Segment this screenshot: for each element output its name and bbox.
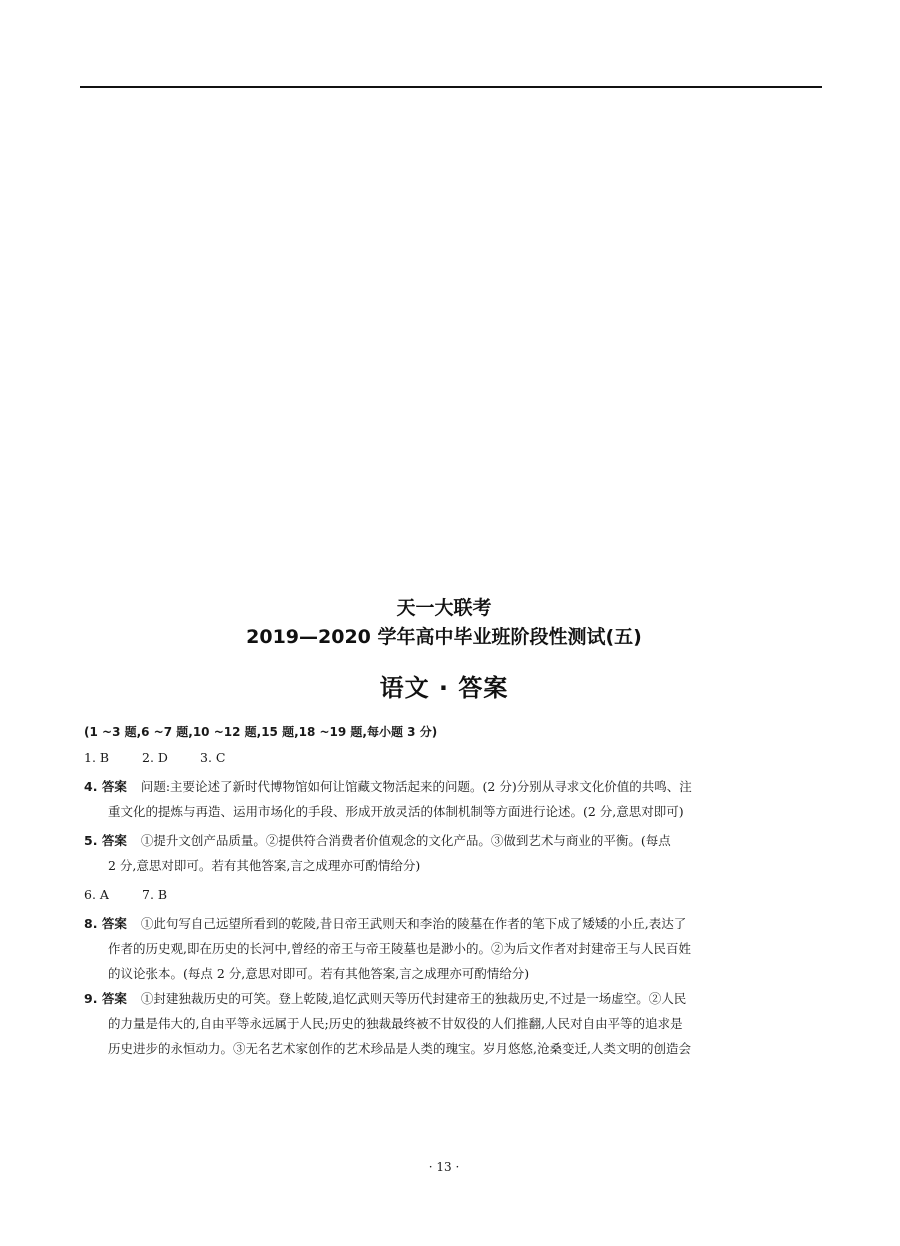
answer-line: 的议论张本。(每点 2 分,意思对即可。若有其他答案,言之成理亦可酌情给分)	[108, 966, 530, 981]
top-rule	[80, 86, 822, 88]
answer-line: 作者的历史观,即在历史的长河中,曾经的帝王与帝王陵墓也是渺小的。②为后文作者对封建帝王与人民百姓	[108, 941, 691, 956]
answer-line: 重文化的提炼与再造、运用市场化的手段、形成开放灵活的体制机制等方面进行论述。(2 分,意思对即可)	[108, 804, 684, 819]
mc-answer: 7. B	[142, 887, 168, 902]
question-number: 5. 答案	[84, 833, 127, 848]
scoring-note: (1 ~3 题,6 ~7 题,10 ~12 题,15 题,18 ~19 题,每小题 3 分)	[84, 725, 438, 739]
mc-answer: 2. D	[142, 750, 168, 765]
question-number: 9. 答案	[84, 991, 127, 1006]
answer-line: 问题:主要论述了新时代博物馆如何让馆藏文物活起来的问题。(2 分)分别从寻求文化价值的共鸣、注	[140, 779, 692, 794]
answer-content	[84, 720, 752, 1061]
mc-answer: 6. A	[84, 887, 109, 902]
answer-line: 历史进步的永恒动力。③无名艺术家创作的艺术珍品是人类的瑰宝。岁月悠悠,沧桑变迁,人类文明的创造会	[108, 1041, 691, 1056]
question-number: 8. 答案	[84, 916, 127, 931]
exam-organizer: 天一大联考	[396, 597, 492, 619]
answer-q9	[84, 986, 752, 1061]
answer-q5	[84, 828, 752, 878]
answer-q4	[84, 774, 752, 824]
mc-answer: 3. C	[200, 750, 226, 765]
answer-line: ①提升文创产品质量。②提供符合消费者价值观念的文化产品。③做到艺术与商业的平衡。(每点	[140, 833, 671, 848]
answer-line: 2 分,意思对即可。若有其他答案,言之成理亦可酌情给分)	[108, 858, 421, 873]
mc-answers-row-1	[84, 745, 752, 770]
exam-title: 2019—2020 学年高中毕业班阶段性测试(五)	[246, 626, 642, 648]
mc-answer: 1. B	[84, 750, 110, 765]
page-number: · 13 ·	[428, 1160, 460, 1174]
answer-q8	[84, 911, 752, 986]
answer-line: 的力量是伟大的,自由平等永远属于人民;历史的独裁最终被不甘奴役的人们推翻,人民对自由平等的追求是	[108, 1016, 683, 1031]
question-number: 4. 答案	[84, 779, 127, 794]
mc-answers-row-2	[84, 882, 752, 907]
answer-line: ①此句写自己远望所看到的乾陵,昔日帝王武则天和李治的陵墓在作者的笔下成了矮矮的小丘,表达了	[140, 916, 687, 931]
subject-title: 语文 · 答案	[379, 674, 509, 702]
answer-line: ①封建独裁历史的可笑。登上乾陵,追忆武则天等历代封建帝王的独裁历史,不过是一场虚空。②人民	[140, 991, 687, 1006]
